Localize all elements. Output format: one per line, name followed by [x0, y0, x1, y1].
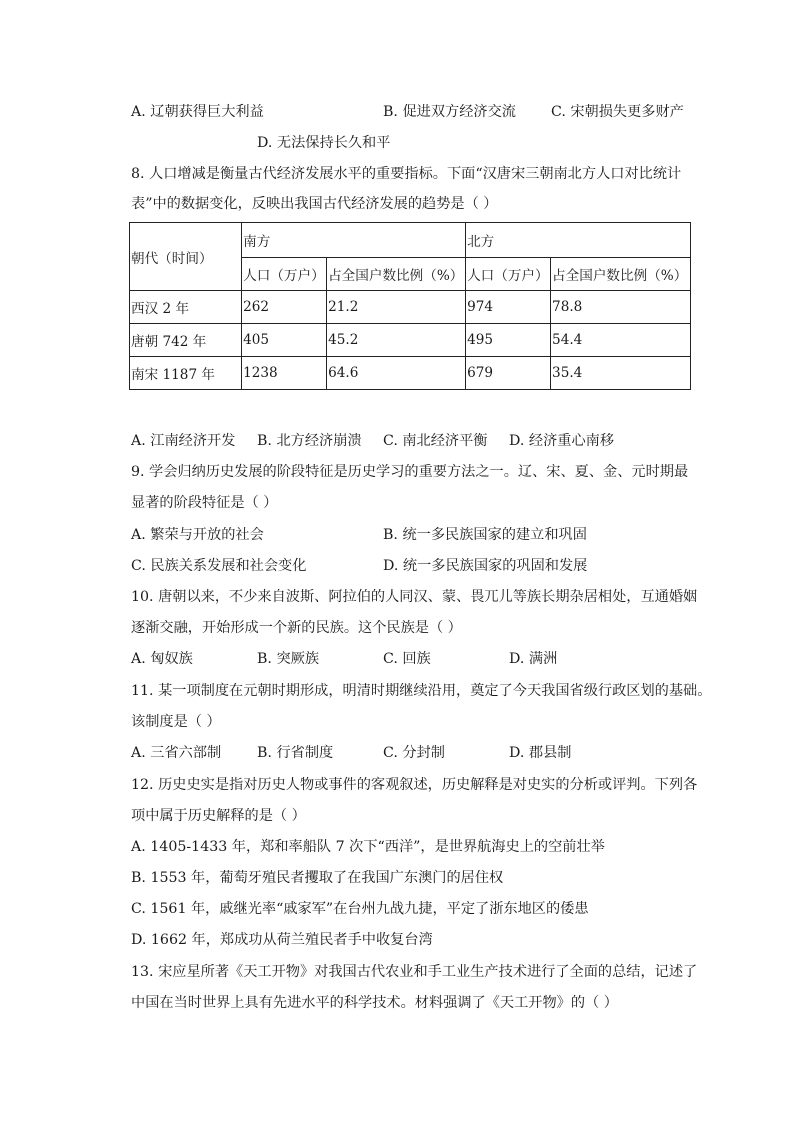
- q13-stem-line2: 中国在当时世界上具有先进水平的科学技术。材料强调了《天工开物》的（ ）: [131, 995, 618, 1011]
- q10-option-c: C. 回族: [383, 651, 431, 667]
- q9-option-b: B. 统一多民族国家的建立和巩固: [383, 527, 587, 543]
- cell-north-pop: 495: [466, 324, 551, 357]
- q10-option-a: A. 匈奴族: [131, 651, 193, 667]
- cell-north-pop: 679: [466, 357, 551, 390]
- q8-option-c: C. 南北经济平衡: [383, 433, 488, 449]
- q12-stem-line1: 12. 历史史实是指对历史人物或事件的客观叙述，历史解释是对史实的分析或评判。下列各: [131, 777, 698, 793]
- header-north-pop: 人口（万户）: [466, 258, 551, 291]
- population-table: [129, 222, 691, 390]
- q9-option-c: C. 民族关系发展和社会变化: [131, 558, 307, 574]
- cell-dynasty: 南宋 1187 年: [130, 357, 242, 390]
- q12-option-a: A. 1405-1433 年，郑和率船队 7 次下“西洋”，是世界航海史上的空前壮举: [131, 839, 605, 855]
- q8-option-d: D. 经济重心南移: [509, 433, 615, 449]
- header-dynasty: 朝代（时间）: [130, 223, 242, 291]
- header-north: 北方: [466, 223, 691, 258]
- q8-option-b: B. 北方经济崩溃: [257, 433, 362, 449]
- q11-stem-line2: 该制度是（ ）: [131, 714, 221, 730]
- q9-option-a: A. 繁荣与开放的社会: [131, 527, 264, 543]
- q8-option-a: A. 江南经济开发: [131, 433, 236, 449]
- q12-stem-line2: 项中属于历史解释的是（ ）: [131, 808, 306, 824]
- cell-dynasty: 唐朝 742 年: [130, 324, 242, 357]
- q12-option-c: C. 1561 年，戚继光率“戚家军”在台州九战九捷，平定了浙东地区的倭患: [131, 901, 589, 917]
- cell-south-pop: 405: [242, 324, 327, 357]
- q8-stem-line2: 表”中的数据变化，反映出我国古代经济发展的趋势是（ ）: [131, 196, 498, 212]
- q11-option-b: B. 行省制度: [257, 745, 334, 761]
- cell-north-ratio: 54.4: [551, 324, 691, 357]
- cell-north-ratio: 78.8: [551, 291, 691, 324]
- cell-south-ratio: 45.2: [327, 324, 466, 357]
- table-row: [130, 291, 691, 324]
- q7-option-c: C. 宋朝损失更多财产: [551, 104, 684, 120]
- q13-stem-line1: 13. 宋应星所著《天工开物》对我国古代农业和手工业生产技术进行了全面的总结，记述了: [131, 964, 698, 980]
- header-north-ratio: 占全国户数比例（%）: [551, 258, 691, 291]
- q10-option-b: B. 突厥族: [257, 651, 320, 667]
- q11-option-a: A. 三省六部制: [131, 745, 222, 761]
- q7-option-d: D. 无法保持长久和平: [257, 135, 391, 151]
- cell-south-pop: 1238: [242, 357, 327, 390]
- cell-north-pop: 974: [466, 291, 551, 324]
- q11-option-c: C. 分封制: [383, 745, 445, 761]
- cell-dynasty: 西汉 2 年: [130, 291, 242, 324]
- q11-option-d: D. 郡县制: [509, 745, 572, 761]
- cell-south-pop: 262: [242, 291, 327, 324]
- header-south-pop: 人口（万户）: [242, 258, 327, 291]
- q12-option-b: B. 1553 年，葡萄牙殖民者攫取了在我国广东澳门的居住权: [131, 870, 504, 886]
- q8-stem-line1: 8. 人口增减是衡量古代经济发展水平的重要指标。下面“汉唐宋三朝南北方人口对比统计: [131, 166, 682, 182]
- table-row: [130, 324, 691, 357]
- cell-south-ratio: 21.2: [327, 291, 466, 324]
- q10-option-d: D. 满洲: [509, 651, 558, 667]
- q10-stem-line1: 10. 唐朝以来，不少来自波斯、阿拉伯的人同汉、蒙、畏兀儿等族长期杂居相处，互通婚姻: [131, 589, 698, 605]
- cell-north-ratio: 35.4: [551, 357, 691, 390]
- q9-stem-line1: 9. 学会归纳历史发展的阶段特征是历史学习的重要方法之一。辽、宋、夏、金、元时期最: [131, 464, 689, 480]
- q7-option-b: B. 促进双方经济交流: [383, 104, 516, 120]
- cell-south-ratio: 64.6: [327, 357, 466, 390]
- q12-option-d: D. 1662 年，郑成功从荷兰殖民者手中收复台湾: [131, 932, 433, 948]
- header-south-ratio: 占全国户数比例（%）: [327, 258, 466, 291]
- q9-option-d: D. 统一多民族国家的巩固和发展: [383, 558, 588, 574]
- q7-option-a: A. 辽朝获得巨大利益: [131, 104, 264, 120]
- header-south: 南方: [242, 223, 466, 258]
- table-row: [130, 357, 691, 390]
- q9-stem-line2: 显著的阶段特征是（ ）: [131, 495, 278, 511]
- q10-stem-line2: 逐渐交融，开始形成一个新的民族。这个民族是（ ）: [131, 620, 462, 636]
- q11-stem-line1: 11. 某一项制度在元朝时期形成，明清时期继续沿用，奠定了今天我国省级行政区划的基础。: [131, 683, 712, 699]
